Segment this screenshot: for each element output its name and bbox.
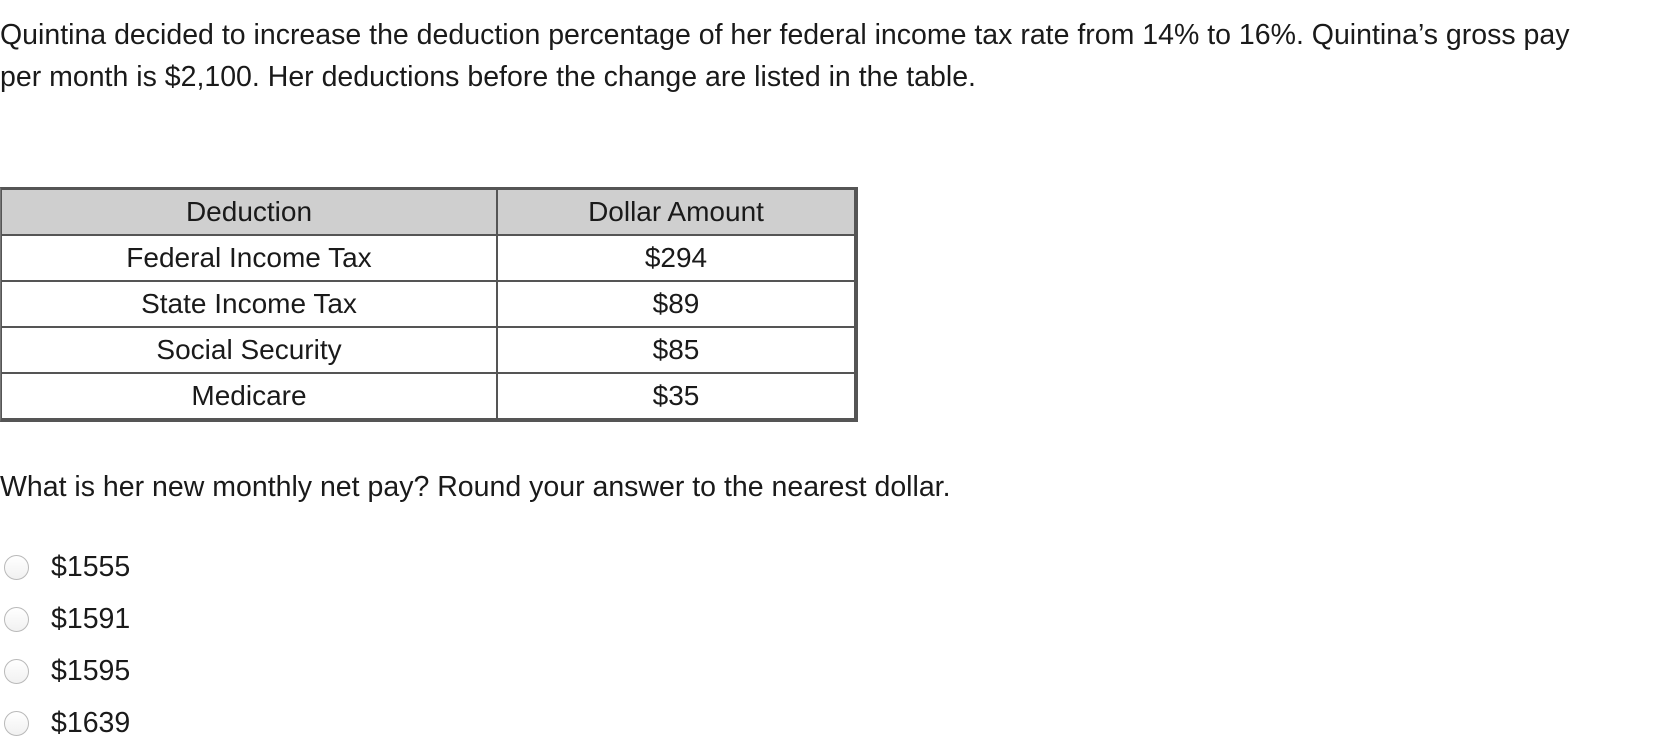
deduction-cell: Medicare	[1, 373, 497, 419]
deductions-table-container	[0, 187, 858, 422]
answer-options	[4, 541, 130, 749]
answer-option[interactable]	[4, 541, 130, 593]
header-deduction: Deduction	[1, 189, 497, 235]
header-dollar-amount: Dollar Amount	[497, 189, 855, 235]
amount-cell: $89	[497, 281, 855, 327]
option-label[interactable]: $1555	[51, 550, 131, 583]
radio-button[interactable]	[4, 659, 29, 684]
table-row	[1, 327, 855, 373]
deduction-cell: Federal Income Tax	[1, 235, 497, 281]
deduction-cell: State Income Tax	[1, 281, 497, 327]
option-label[interactable]: $1591	[51, 602, 131, 635]
amount-cell: $35	[497, 373, 855, 419]
radio-button[interactable]	[4, 607, 29, 632]
intro-line-1: Quintina decided to increase the deduction percentage of her federal income tax rate from 14% to 16%. Quintina’s gross pay	[0, 19, 1570, 51]
table-row	[1, 281, 855, 327]
intro-line-2: per month is $2,100. Her deductions before the change are listed in the table.	[0, 61, 976, 93]
table-row	[1, 373, 855, 419]
answer-option[interactable]	[4, 593, 130, 645]
amount-cell: $294	[497, 235, 855, 281]
answer-option[interactable]	[4, 645, 130, 697]
amount-cell: $85	[497, 327, 855, 373]
table-row	[1, 235, 855, 281]
deductions-table	[0, 187, 858, 422]
option-label[interactable]: $1639	[51, 706, 131, 739]
deduction-cell: Social Security	[1, 327, 497, 373]
question-prompt: What is her new monthly net pay? Round your answer to the nearest dollar.	[0, 471, 951, 503]
radio-button[interactable]	[4, 711, 29, 736]
option-label[interactable]: $1595	[51, 654, 131, 687]
table-header-row	[1, 189, 855, 235]
answer-option[interactable]	[4, 697, 130, 749]
radio-button[interactable]	[4, 555, 29, 580]
question-intro	[0, 14, 1678, 98]
